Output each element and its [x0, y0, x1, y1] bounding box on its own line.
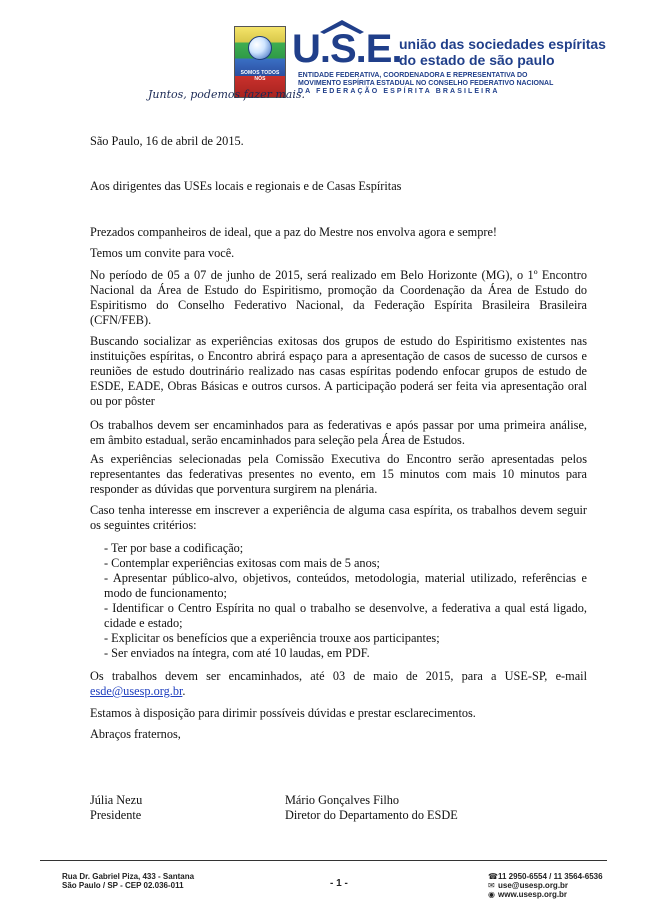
- footer-email: [488, 881, 603, 890]
- federation-line2: MOVIMENTO ESPÍRITA ESTADUAL NO CONSELHO FEDERATIVO NACIONAL: [298, 80, 554, 87]
- letter-date: São Paulo, 16 de abril de 2015.: [90, 134, 244, 148]
- signatory-name: Júlia Nezu: [90, 793, 143, 807]
- paragraph-purpose: Buscando socializar as experiências exitosas dos grupos de estudo do Espiritismo existentes nas instituições espíritas, o Encontro abrirá espaço para a apresentação de casos de sucesso de cursos e reuniões de estudo doutrinário realizado nas casas espíritas podendo enfocar grupos de estudo de ESDE, EADE, Obras Básicas e outros cursos. A participação poderá ser feita via apresentação oral ou por pôster: [90, 334, 587, 408]
- letter-greeting: Prezados companheiros de ideal, que a paz do Mestre nos envolva agora e sempre!: [90, 225, 498, 239]
- deadline-text: Os trabalhos devem ser encaminhados, até 03 de maio de 2015, para a USE-SP, e-mail: [90, 669, 587, 683]
- email-link[interactable]: esde@usesp.org.br: [90, 684, 183, 698]
- org-name-line2: do estado de são paulo: [399, 52, 555, 68]
- signatory-role: Presidente: [90, 808, 142, 822]
- list-item: - Explicitar os benefícios que a experiência trouxe aos participantes;: [104, 631, 440, 645]
- letter-closing: Abraços fraternos,: [90, 727, 181, 741]
- footer-phone: [488, 872, 603, 881]
- list-item: - Contemplar experiências exitosas com mais de 5 anos;: [104, 556, 380, 570]
- paragraph-submission: Os trabalhos devem ser encaminhados para as federativas e após passar por uma primeira análise, em âmbito estadual, serão encaminhados para seleção pela Área de Estudos.: [90, 418, 587, 447]
- footer-address: [62, 872, 194, 890]
- paragraph-deadline: [90, 669, 587, 699]
- footer-contacts: [488, 872, 603, 899]
- logo-caption: SOMOS TODOS NÓS: [240, 70, 280, 82]
- globe-icon: [248, 36, 272, 60]
- org-name: [399, 36, 606, 68]
- globe-icon: ◉: [488, 890, 495, 899]
- web-text[interactable]: www.usesp.org.br: [498, 890, 568, 899]
- paragraph-presentation: As experiências selecionadas pela Comissão Executiva do Encontro serão apresentadas pelos representantes das federativas presentes no evento, em 15 minutos com mais 10 minutos para responder as dúvidas que porventura surgirem na plenária.: [90, 452, 587, 496]
- list-item: - Apresentar público-alvo, objetivos, conteúdos, metodologia, material utilizado, referências e modo de funcionamento;: [104, 571, 587, 600]
- signature-block-president: [90, 793, 142, 823]
- list-item: - Ter por base a codificação;: [104, 541, 244, 555]
- mail-icon: ✉: [488, 881, 495, 890]
- org-name-line1: união das sociedades espíritas: [399, 36, 606, 52]
- deadline-period: .: [182, 684, 186, 698]
- list-item: - Ser enviados na íntegra, com até 10 laudas, em PDF.: [104, 646, 370, 660]
- federation-line3: DA FEDERAÇÃO ESPÍRITA BRASILEIRA: [298, 88, 500, 95]
- signatory-role: Diretor do Departamento do ESDE: [285, 808, 458, 822]
- use-wordmark: U.S.E.: [292, 27, 402, 71]
- paragraph-event: No período de 05 a 07 de junho de 2015, será realizado em Belo Horizonte (MG), o 1º Encontro Nacional da Área de Estudo do Espiritismo, promoção da Coordenação da Área de Estudo do Espiritismo do Conselho Federativo Nacional, da Federação Espírita Brasileira Brasileira (CFN/FEB).: [90, 268, 587, 327]
- paragraph-availability: Estamos à disposição para dirimir possíveis dúvidas e prestar esclarecimentos.: [90, 706, 476, 720]
- phone-text: 11 2950-6554 / 11 3564-6536: [498, 872, 603, 881]
- federation-line1: ENTIDADE FEDERATIVA, COORDENADORA E REPRESENTATIVA DO: [298, 72, 528, 79]
- list-item: - Identificar o Centro Espírita no qual o trabalho se desenvolve, a federativa a qual está ligado, cidade e estado;: [104, 601, 587, 630]
- tagline: Juntos, podemos fazer mais.: [148, 88, 306, 101]
- signature-block-director: [285, 793, 458, 823]
- address-line2: São Paulo / SP - CEP 02.036-011: [62, 881, 184, 890]
- letter-addressee: Aos dirigentes das USEs locais e regionais e de Casas Espíritas: [90, 179, 402, 193]
- email-text[interactable]: use@usesp.org.br: [498, 881, 569, 890]
- letter-invite: Temos um convite para você.: [90, 246, 235, 260]
- signatory-name: Mário Gonçalves Filho: [285, 793, 400, 807]
- page-number: - 1 -: [330, 878, 348, 889]
- footer-divider: [40, 860, 607, 861]
- phone-icon: ☎: [488, 872, 498, 881]
- paragraph-criteria-intro: Caso tenha interesse em inscrever a experiência de alguma casa espírita, os trabalhos devem seguir os seguintes critérios:: [90, 503, 587, 532]
- criteria-list: [104, 541, 587, 661]
- federation-statement: [298, 72, 553, 96]
- footer-web: [488, 890, 603, 899]
- address-line1: Rua Dr. Gabriel Piza, 433 - Santana: [62, 872, 195, 881]
